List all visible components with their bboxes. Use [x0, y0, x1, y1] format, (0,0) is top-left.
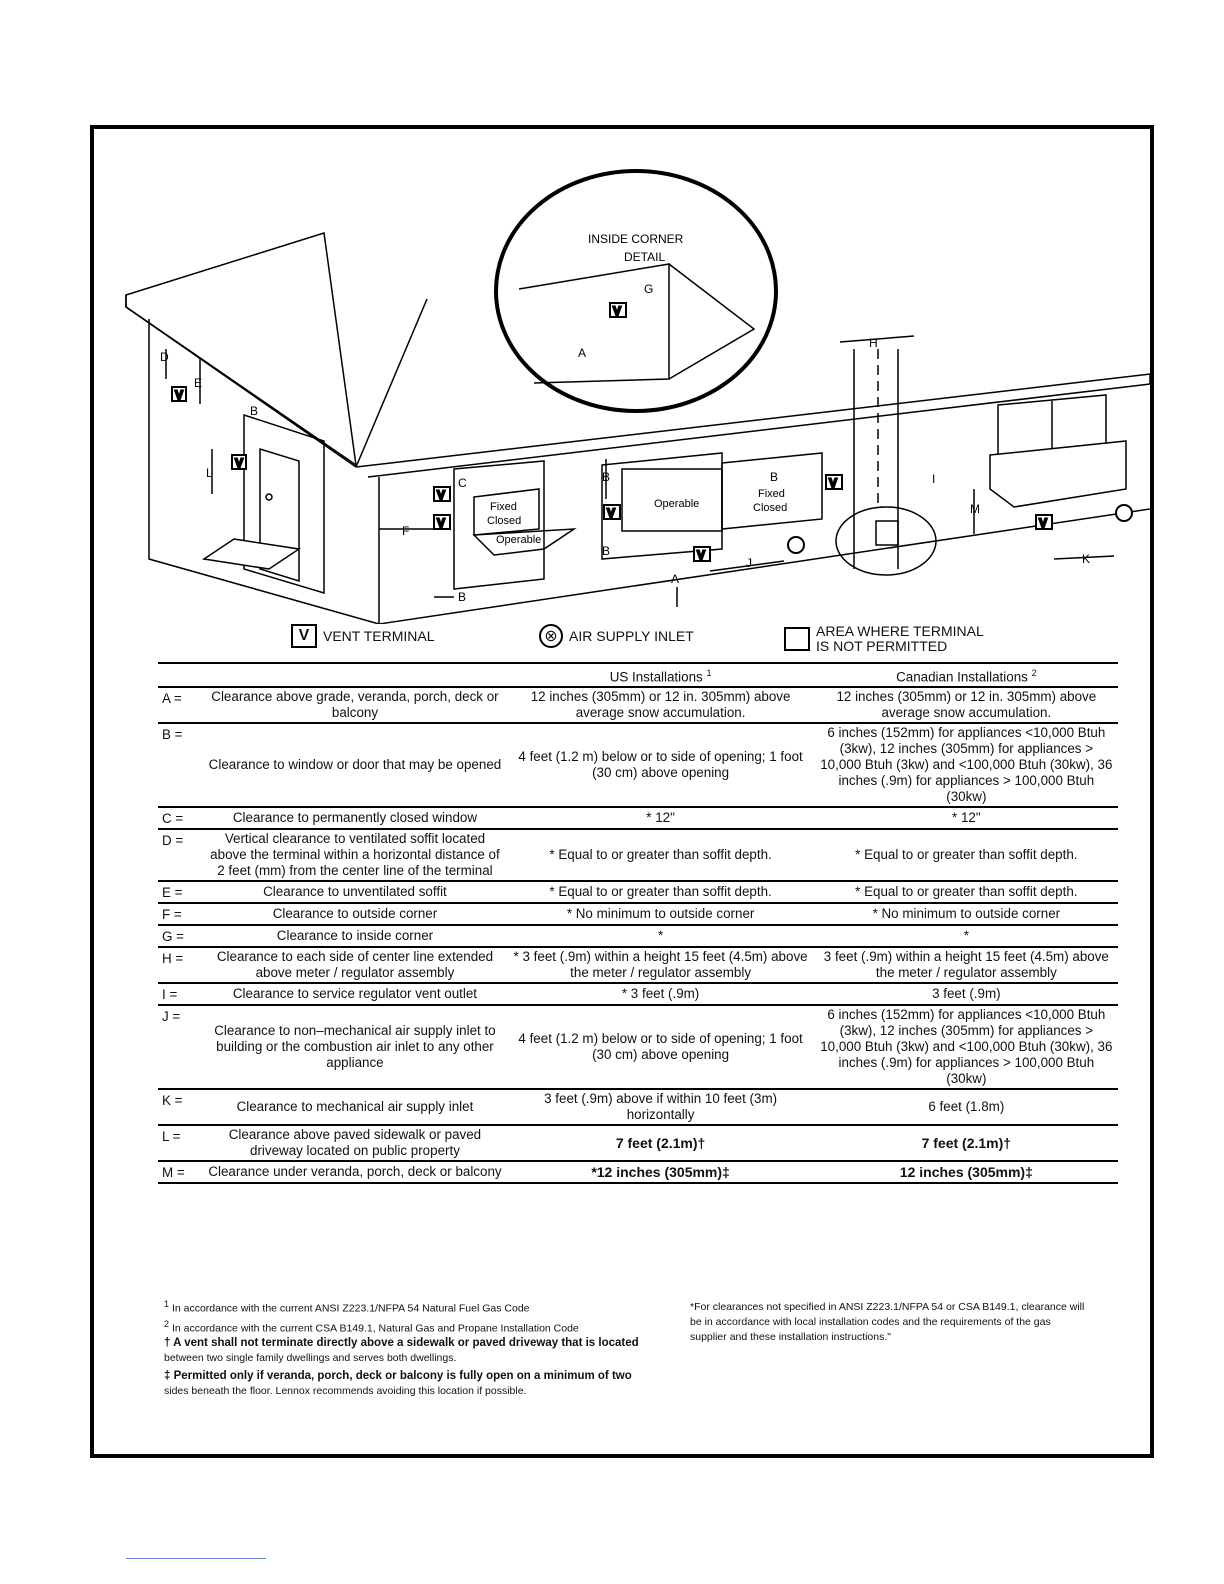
row-canadian-value: 12 inches (305mm) or 12 in. 305mm) above average snow accumulation. [836, 689, 1097, 721]
row-key: E = [162, 885, 183, 901]
dim-label-k: K [1082, 552, 1091, 566]
dim-label-c: C [458, 476, 467, 490]
table-row [158, 829, 1118, 881]
dim-label-f: F [402, 524, 410, 538]
row-us-value: 4 feet (1.2 m) below or to side of opening; 1 foot (30 cm) above opening [518, 1031, 803, 1063]
dim-label-j: J [746, 556, 752, 570]
row-us-value: 12 inches (305mm) or 12 in. 305mm) above average snow accumulation. [530, 689, 791, 721]
row-canadian-value: 12 inches (305mm)‡ [899, 1164, 1033, 1181]
air-supply-inlet-icon [1116, 505, 1132, 521]
table-row [158, 1161, 1118, 1183]
row-key: M = [162, 1165, 185, 1181]
not-permitted-area-icon [784, 627, 810, 651]
row-canadian-value: 6 feet (1.8m) [928, 1099, 1005, 1115]
dim-label-g: G [644, 282, 654, 296]
row-key: K = [162, 1093, 183, 1109]
footnote-dagger: † A vent shall not terminate directly above a sidewalk or paved driveway that is located [164, 1337, 639, 1349]
legend [158, 624, 1118, 658]
dim-label-b: B [602, 470, 611, 484]
vent-letter: V [613, 304, 622, 318]
air-supply-inlet-icon [788, 537, 804, 553]
row-description: Clearance to service regulator vent outlet [232, 986, 478, 1002]
table-row [158, 1125, 1118, 1161]
row-canadian-value: 6 inches (152mm) for appliances <10,000 Btuh (3kw), 12 inches (305mm) for appliances > 10,000 Btuh (3kw) and <100,000 Btuh (30kw), 36 inches (.9m) for appliances > 100,000 Btuh (30kw) [820, 1007, 1113, 1087]
dim-label-b: B [602, 544, 611, 558]
window-label: Fixed [490, 501, 517, 513]
vent-letter: V [829, 476, 838, 490]
meter-zone [836, 507, 936, 575]
row-us-value: * Equal to or greater than soffit depth. [549, 884, 772, 900]
legend-area-line1: AREA WHERE TERMINAL [816, 623, 984, 639]
footnote-2: $^2$ In accordance with the current CSA B149.1, Natural Gas and Propane Installation Code [164, 1318, 579, 1334]
inset-title-2: DETAIL [624, 250, 666, 264]
footnote-ddagger: ‡ Permitted only if veranda, porch, deck or balcony is fully open on a minimum of two [164, 1370, 632, 1382]
row-canadian-value: * [963, 928, 969, 944]
window-label: Operable [496, 534, 542, 546]
row-us-value: 4 feet (1.2 m) below or to side of opening; 1 foot (30 cm) above opening [518, 749, 803, 781]
table-row [158, 881, 1118, 903]
legend-area [784, 624, 984, 654]
window-label: Fixed [758, 488, 785, 500]
table-row [158, 925, 1118, 947]
dim-label-b: B [458, 590, 467, 604]
row-key: B = [162, 727, 183, 743]
balcony-planter [990, 441, 1126, 507]
inset-title-1: INSIDE CORNER [588, 232, 684, 246]
row-canadian-value: 6 inches (152mm) for appliances <10,000 Btuh (3kw), 12 inches (305mm) for appliances > 10,000 Btuh (3kw) and <100,000 Btuh (30kw), 36 inches (.9m) for appliances > 100,000 Btuh (30kw) [820, 725, 1113, 805]
row-canadian-value: 3 feet (.9m) within a height 15 feet (4.5m) above the meter / regulator assembly [823, 949, 1109, 981]
row-us-value: * 12" [646, 810, 675, 826]
dim-label-d: D [160, 350, 169, 364]
row-description: Clearance to inside corner [276, 928, 434, 944]
row-us-value: * 3 feet (.9m) [621, 986, 700, 1002]
row-key: A = [162, 691, 182, 707]
roof-hip [356, 299, 427, 467]
legend-area-label [816, 624, 984, 654]
inside-corner-inset [496, 171, 776, 411]
legend-vent [291, 624, 435, 648]
dim-label-e: E [194, 376, 203, 390]
dim-label-l: L [206, 466, 213, 480]
vent-letter: V [437, 516, 446, 530]
table-row [158, 1005, 1118, 1089]
row-description: Vertical clearance to ventilated soffit located above the terminal within a horizontal distance of 2 feet (mm) from the center line of the terminal [210, 831, 500, 879]
roof-left [126, 233, 356, 465]
row-key: F = [162, 907, 182, 923]
legend-vent-label: VENT TERMINAL [323, 627, 435, 644]
row-description: Clearance to outside corner [272, 906, 438, 922]
door-step [204, 539, 299, 569]
table-row [158, 723, 1118, 807]
vent-letter: V [175, 388, 184, 402]
row-us-value: * 3 feet (.9m) within a height 15 feet (4.5m) above the meter / regulator assembly [513, 949, 808, 981]
vent-letter: V [607, 506, 616, 520]
vent-letter: V [235, 456, 244, 470]
row-key: C = [162, 811, 184, 827]
clearance-table [158, 662, 1118, 1184]
vent-letter: V [1039, 516, 1048, 530]
vent-letter: V [437, 488, 446, 502]
table-row [158, 947, 1118, 983]
row-us-value: * Equal to or greater than soffit depth. [549, 847, 772, 863]
row-key: I = [162, 987, 178, 1003]
row-description: Clearance to permanently closed window [232, 810, 478, 826]
row-canadian-value: * Equal to or greater than soffit depth. [855, 884, 1078, 900]
row-description: Clearance to window or door that may be opened [208, 757, 502, 773]
footnote-dagger-rest: between two single family dwellings and serves both dwellings. [164, 1352, 457, 1364]
dim-label-a: A [671, 572, 680, 586]
row-description: Clearance to unventilated soffit [263, 884, 447, 900]
regulator-box [876, 521, 898, 545]
table-row [158, 807, 1118, 829]
legend-air-label: AIR SUPPLY INLET [569, 627, 694, 644]
page-footer-rule [126, 1558, 266, 1559]
dim-label-h: H [869, 336, 878, 350]
dim-label-a: A [578, 346, 587, 360]
header-us: US Installations $^1$ [609, 668, 712, 685]
row-us-value: 7 feet (2.1m)† [615, 1135, 706, 1152]
row-description: Clearance to non–mechanical air supply inlet to building or the combustion air inlet to any other appliance [214, 1023, 496, 1071]
legend-air [539, 624, 694, 648]
row-description: Clearance to each side of center line extended above meter / regulator assembly [216, 949, 494, 981]
row-canadian-value: 7 feet (2.1m)† [921, 1135, 1012, 1152]
header-canadian: Canadian Installations $^2$ [896, 668, 1037, 685]
star-note: *For clearances not specified in ANSI Z223.1/NFPA 54 or CSA B149.1, clearance will be in accordance with local installation codes and the requirements of the gas supplier and these installation instructions." [690, 1301, 1085, 1343]
row-canadian-value: * No minimum to outside corner [872, 906, 1061, 922]
table-header [158, 663, 1118, 687]
dim-label-i: I [932, 472, 936, 486]
legend-area-line2: IS NOT PERMITTED [816, 638, 948, 654]
row-canadian-value: * 12" [952, 810, 981, 826]
footnote-1: $^1$ In accordance with the current ANSI Z223.1/NFPA 54 Natural Fuel Gas Code [164, 1299, 530, 1315]
dim-label-b: B [770, 470, 779, 484]
window-label: Operable [654, 498, 700, 510]
row-description: Clearance to mechanical air supply inlet [236, 1099, 474, 1115]
air-supply-inlet-icon: ⊗ [539, 624, 563, 648]
footnote-ddagger-rest: sides beneath the floor. Lennox recommends avoiding this location if possible. [164, 1385, 527, 1397]
row-description: Clearance above grade, veranda, porch, deck or balcony [211, 689, 499, 721]
table-row [158, 1089, 1118, 1125]
row-us-value: * [657, 928, 664, 944]
vent-terminal-icon: V [291, 624, 317, 648]
dim-label-b: B [250, 404, 259, 418]
table-row [158, 983, 1118, 1005]
row-key: H = [162, 951, 184, 967]
table-row [158, 687, 1118, 723]
row-us-value: *12 inches (305mm)‡ [591, 1164, 730, 1181]
vent-letter: V [697, 548, 706, 562]
window-label: Closed [487, 515, 522, 527]
row-key: J = [162, 1009, 181, 1025]
window-label: Closed [753, 502, 788, 514]
row-key: G = [162, 929, 184, 945]
footnotes [164, 1297, 664, 1399]
dim-label-m: M [970, 502, 980, 516]
row-description: Clearance under veranda, porch, deck or balcony [208, 1164, 502, 1180]
vent-clearance-diagram [94, 129, 1150, 624]
row-us-value: 3 feet (.9m) above if within 10 feet (3m) horizontally [544, 1091, 778, 1123]
door-knob [266, 494, 272, 500]
row-canadian-value: 3 feet (.9m) [932, 986, 1001, 1002]
row-us-value: * No minimum to outside corner [566, 906, 755, 922]
row-description: Clearance above paved sidewalk or paved driveway located on public property [228, 1127, 482, 1159]
row-key: L = [162, 1129, 181, 1145]
table-row [158, 903, 1118, 925]
row-key: D = [162, 833, 184, 849]
row-canadian-value: * Equal to or greater than soffit depth. [855, 847, 1078, 863]
